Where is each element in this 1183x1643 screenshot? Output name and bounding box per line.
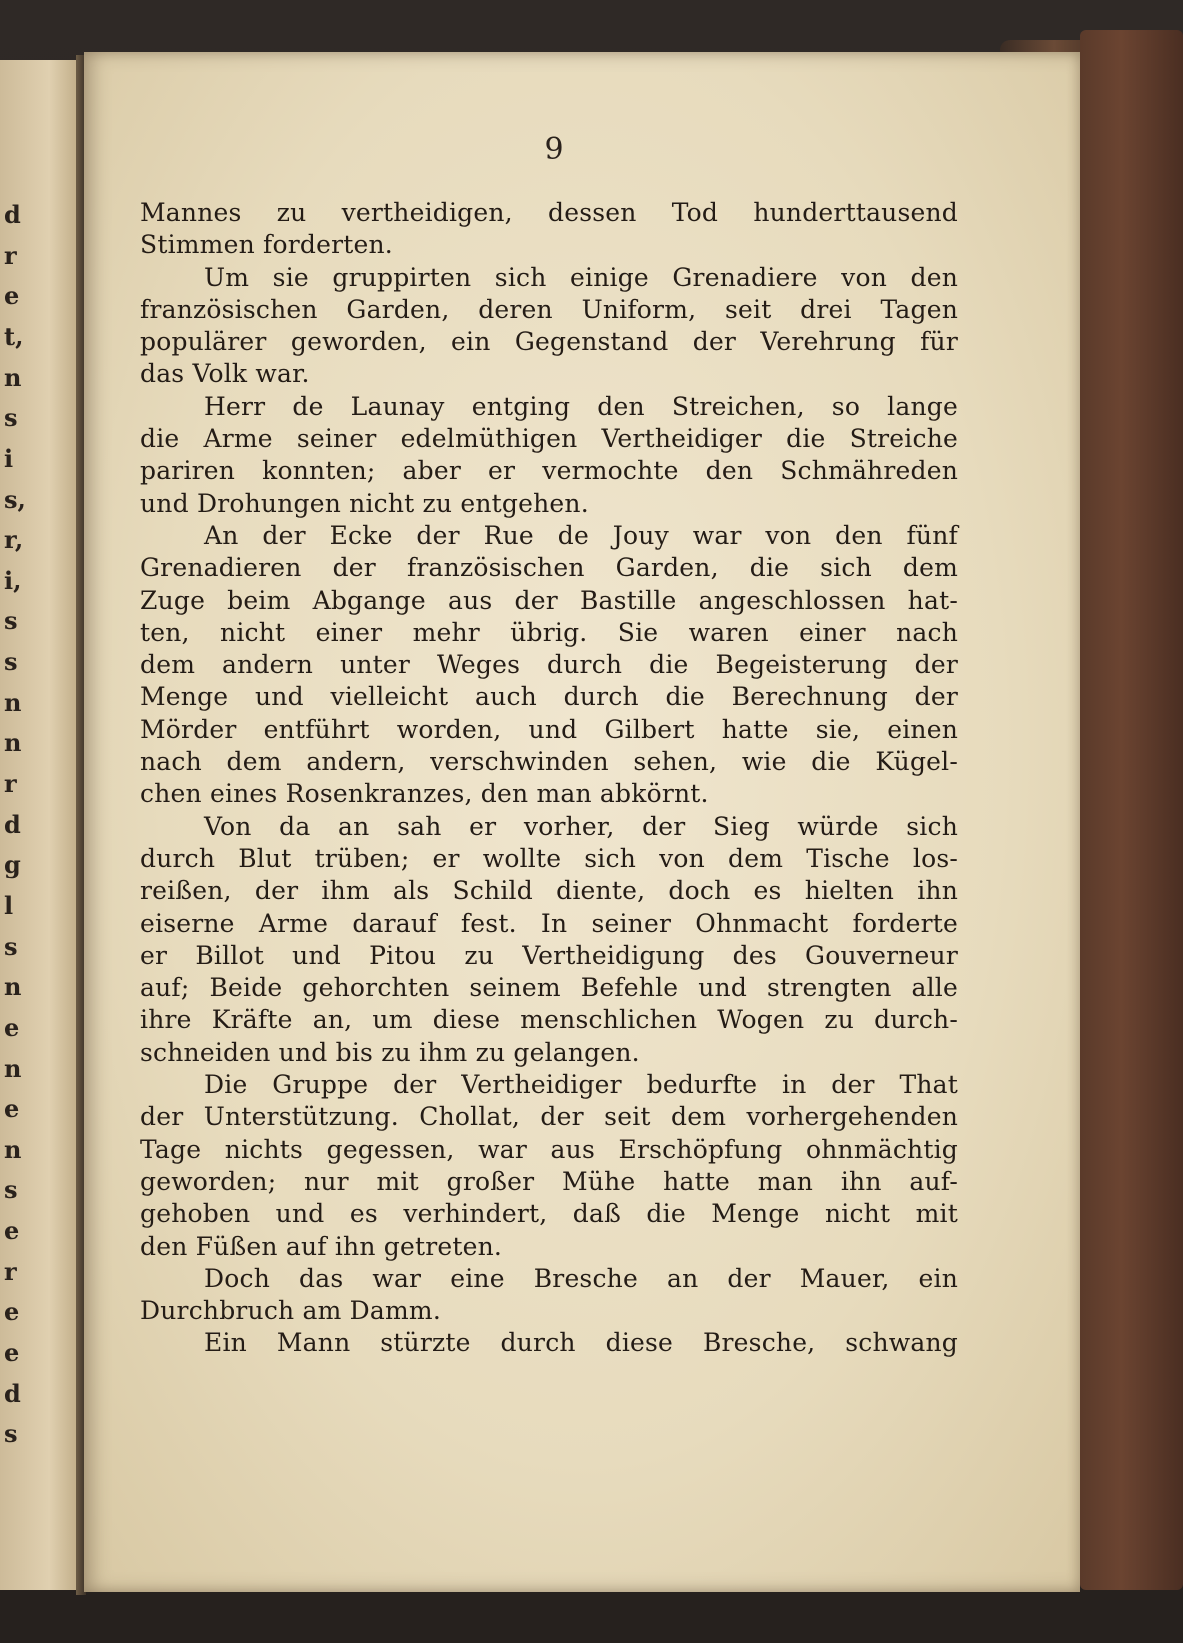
text-line: das Volk war. — [140, 359, 310, 389]
previous-page-edge — [0, 60, 82, 1590]
previous-page-fragment: e — [4, 1216, 20, 1246]
previous-page-fragment: t, — [4, 321, 24, 351]
text-line: geworden; nur mit großer Mühe hatte man ihn auf- — [140, 1166, 958, 1196]
text-line: durch Blut trüben; er wollte sich von dem Tische los- — [140, 843, 958, 873]
text-line: eiserne Arme darauf fest. In seiner Ohnmacht forderte — [140, 908, 958, 938]
previous-page-fragment: s — [4, 606, 18, 636]
text-line: französischen Garden, deren Uniform, seit drei Tagen — [140, 294, 958, 324]
text-line: und Drohungen nicht zu entgehen. — [140, 488, 589, 518]
text-line: ihre Kräfte an, um diese menschlichen Wogen zu durch- — [140, 1005, 958, 1035]
book-cover-right — [1080, 30, 1183, 1590]
text-line: An der Ecke der Rue de Jouy war von den fünf — [204, 520, 958, 550]
book-page — [84, 52, 1080, 1592]
text-line: der Unterstützung. Chollat, der seit dem vorhergehenden — [140, 1102, 958, 1132]
text-line: reißen, der ihm als Schild diente, doch es hielten ihn — [140, 876, 958, 906]
previous-page-fragment: s — [4, 403, 18, 433]
page-number: 9 — [544, 132, 564, 167]
text-line: die Arme seiner edelmüthigen Vertheidiger die Streiche — [140, 424, 958, 454]
text-line: Herr de Launay entging den Streichen, so lange — [204, 391, 958, 421]
text-line: schneiden und bis zu ihm zu gelangen. — [140, 1037, 640, 1067]
text-line: gehoben und es verhindert, daß die Menge nicht mit — [140, 1199, 958, 1229]
text-line: Die Gruppe der Vertheidiger bedurfte in der That — [204, 1070, 958, 1100]
previous-page-fragment: d — [4, 1378, 21, 1408]
text-line: Menge und vielleicht auch durch die Berechnung der — [140, 682, 958, 712]
previous-page-fragment: g — [4, 850, 21, 880]
text-line: er Billot und Pitou zu Vertheidigung des Gouverneur — [140, 940, 958, 970]
previous-page-fragment: i — [4, 443, 14, 473]
previous-page-fragment: r — [4, 240, 17, 270]
previous-page-fragment: e — [4, 1297, 20, 1327]
previous-page-fragment: s — [4, 1175, 18, 1205]
previous-page-fragment: n — [4, 728, 22, 758]
previous-page-fragment: n — [4, 1134, 22, 1164]
previous-page-fragment: n — [4, 687, 22, 717]
text-line: Mörder entführt worden, und Gilbert hatte sie, einen — [140, 714, 958, 744]
previous-page-fragment: s, — [4, 484, 26, 514]
previous-page-fragment: i, — [4, 565, 22, 595]
text-line: Grenadieren der französischen Garden, die sich dem — [140, 553, 958, 583]
previous-page-fragment: r — [4, 769, 17, 799]
previous-page-fragment: l — [4, 890, 14, 920]
previous-page-fragment: e — [4, 1012, 20, 1042]
text-line: auf; Beide gehorchten seinem Befehle und strengten alle — [140, 973, 958, 1003]
text-line: Doch das war eine Bresche an der Mauer, ein — [204, 1263, 958, 1293]
text-line: Mannes zu vertheidigen, dessen Tod hunderttausend — [140, 198, 958, 227]
previous-page-fragment: d — [4, 809, 21, 839]
text-line: Von da an sah er vorher, der Sieg würde sich — [204, 811, 958, 841]
previous-page-fragment: e — [4, 1338, 20, 1368]
text-line: Tage nichts gegessen, war aus Erschöpfung ohnmächtig — [140, 1134, 958, 1164]
previous-page-fragment: n — [4, 1053, 22, 1083]
text-line: Durchbruch am Damm. — [140, 1296, 441, 1326]
previous-page-fragment: r, — [4, 525, 24, 555]
text-line: ten, nicht einer mehr übrig. Sie waren einer nach — [140, 617, 958, 647]
text-line: pariren konnten; aber er vermochte den Schmähreden — [140, 456, 958, 486]
text-line: dem andern unter Weges durch die Begeisterung der — [140, 650, 958, 680]
previous-page-fragment: s — [4, 931, 18, 961]
previous-page-fragment: e — [4, 281, 20, 311]
text-line: chen eines Rosenkranzes, den man abkörnt. — [140, 779, 709, 809]
text-line: populärer geworden, ein Gegenstand der Verehrung für — [140, 327, 958, 357]
text-line: Zuge beim Abgange aus der Bastille angeschlossen hat- — [140, 585, 958, 615]
previous-page-fragment: n — [4, 362, 22, 392]
previous-page-fragment: s — [4, 1419, 18, 1449]
text-line: Stimmen forderten. — [140, 230, 393, 260]
previous-page-fragment: s — [4, 647, 18, 677]
previous-page-fragment: r — [4, 1256, 17, 1286]
text-line: Um sie gruppirten sich einige Grenadiere von den — [204, 262, 958, 292]
text-line: Ein Mann stürzte durch diese Bresche, schwang — [204, 1328, 958, 1358]
text-line: nach dem andern, verschwinden sehen, wie die Kügel- — [140, 747, 958, 777]
page-text — [140, 197, 958, 1360]
previous-page-fragment: e — [4, 1094, 20, 1124]
text-line: den Füßen auf ihn getreten. — [140, 1231, 503, 1261]
previous-page-fragment: d — [4, 200, 21, 229]
previous-page-fragment: n — [4, 972, 22, 1002]
